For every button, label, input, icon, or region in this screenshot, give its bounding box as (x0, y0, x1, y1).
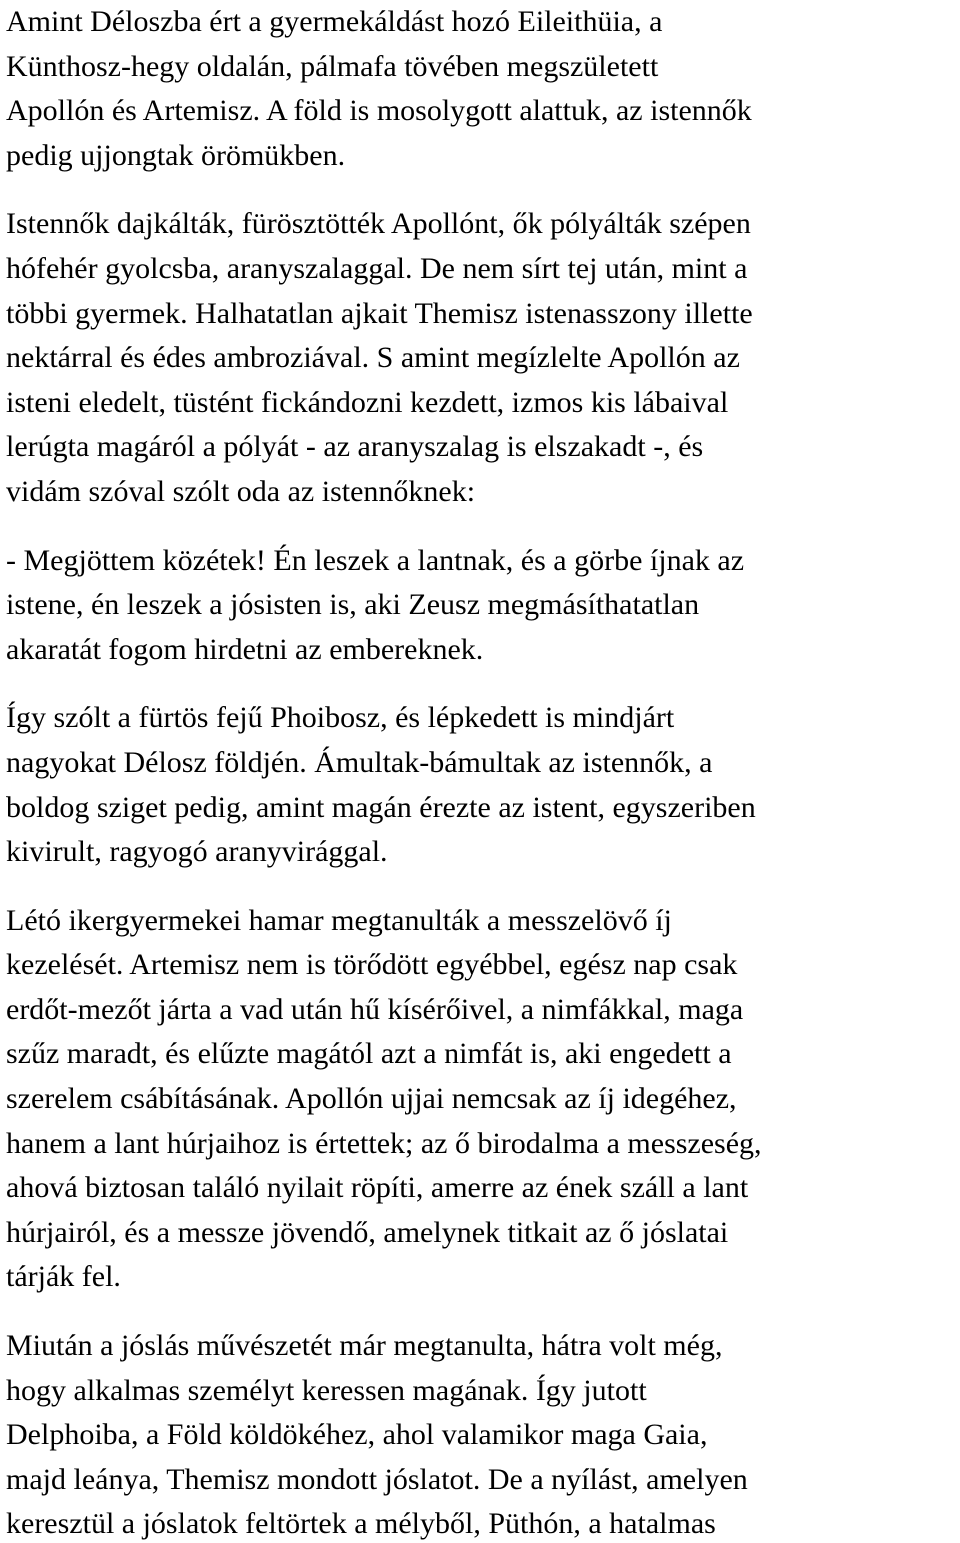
text-line: istene, én leszek a jósisten is, aki Zeusz megmásíthatatlan (6, 588, 700, 622)
text-line: lerúgta magáról a pólyát - az aranyszalag is elszakadt -, és (6, 430, 704, 464)
text-line: Létó ikergyermekei hamar megtanulták a messzelövő íj (6, 903, 672, 937)
paragraph-4 (6, 696, 954, 874)
paragraph-3 (6, 539, 954, 673)
text-line: kezelését. Artemisz nem is törődött egyébbel, egész nap csak (6, 948, 738, 982)
text-line: hófehér gyolcsba, aranyszalaggal. De nem sírt tej után, mint a (6, 251, 748, 285)
text-line: ahová biztosan találó nyilait röpíti, amerre az ének száll a lant (6, 1171, 749, 1205)
text-line: húrjairól, és a messze jövendő, amelynek titkait az ő jóslatai (6, 1215, 729, 1249)
text-line: nagyokat Délosz földjén. Ámultak-bámultak az istennők, a (6, 745, 713, 779)
text-line: szerelem csábításának. Apollón ujjai nemcsak az íj idegéhez, (6, 1082, 737, 1116)
text-line: erdőt-mezőt járta a vad után hű kísérőivel, a nimfákkal, maga (6, 992, 744, 1026)
paragraph-6 (6, 1324, 954, 1543)
text-line: Künthosz-hegy oldalán, pálmafa tövében megszületett (6, 49, 659, 83)
paragraph-5 (6, 899, 954, 1300)
text-line: akaratát fogom hirdetni az embereknek. (6, 632, 484, 666)
text-line: isteni eledelt, tüstént fickándozni kezdett, izmos kis lábaival (6, 385, 729, 419)
text-line: nektárral és édes ambroziával. S amint megízlelte Apollón az (6, 341, 740, 375)
text-line: boldog sziget pedig, amint magán érezte az istent, egyszeriben (6, 790, 756, 824)
text-line: hogy alkalmas személyt keressen magának. Így jutott (6, 1373, 647, 1407)
text-line: többi gyermek. Halhatatlan ajkait Themisz istenasszony illette (6, 296, 753, 330)
text-line: Apollón és Artemisz. A föld is mosolygott alattuk, az istennők (6, 94, 752, 128)
text-line: tárják fel. (6, 1260, 121, 1294)
text-line: Istennők dajkálták, fürösztötték Apollónt, ők pólyálták szépen (6, 207, 751, 241)
text-line: keresztül a jóslatok feltörtek a mélyből, Püthón, a hatalmas (6, 1507, 716, 1541)
paragraph-1 (6, 0, 954, 178)
text-line: Delphoiba, a Föld köldökéhez, ahol valamikor maga Gaia, (6, 1418, 708, 1452)
text-line: vidám szóval szólt oda az istennőknek: (6, 474, 476, 508)
text-line: szűz maradt, és elűzte magától azt a nimfát is, aki engedett a (6, 1037, 732, 1071)
text-line: kivirult, ragyogó aranyvirággal. (6, 835, 388, 869)
text-line: Miután a jóslás művészetét már megtanulta, hátra volt még, (6, 1329, 723, 1363)
text-line: majd leánya, Themisz mondott jóslatot. De a nyílást, amelyen (6, 1462, 748, 1496)
text-line: Így szólt a fürtös fejű Phoibosz, és lépkedett is mindjárt (6, 701, 675, 735)
text-line: - Megjöttem közétek! Én leszek a lantnak, és a görbe íjnak az (6, 543, 745, 577)
text-line: Amint Déloszba ért a gyermekáldást hozó Eileithüia, a (6, 5, 663, 38)
text-line: hanem a lant húrjaihoz is értettek; az ő birodalma a messzeség, (6, 1126, 762, 1160)
paragraph-2 (6, 202, 954, 514)
text-line: pedig ujjongtak örömükben. (6, 138, 346, 172)
